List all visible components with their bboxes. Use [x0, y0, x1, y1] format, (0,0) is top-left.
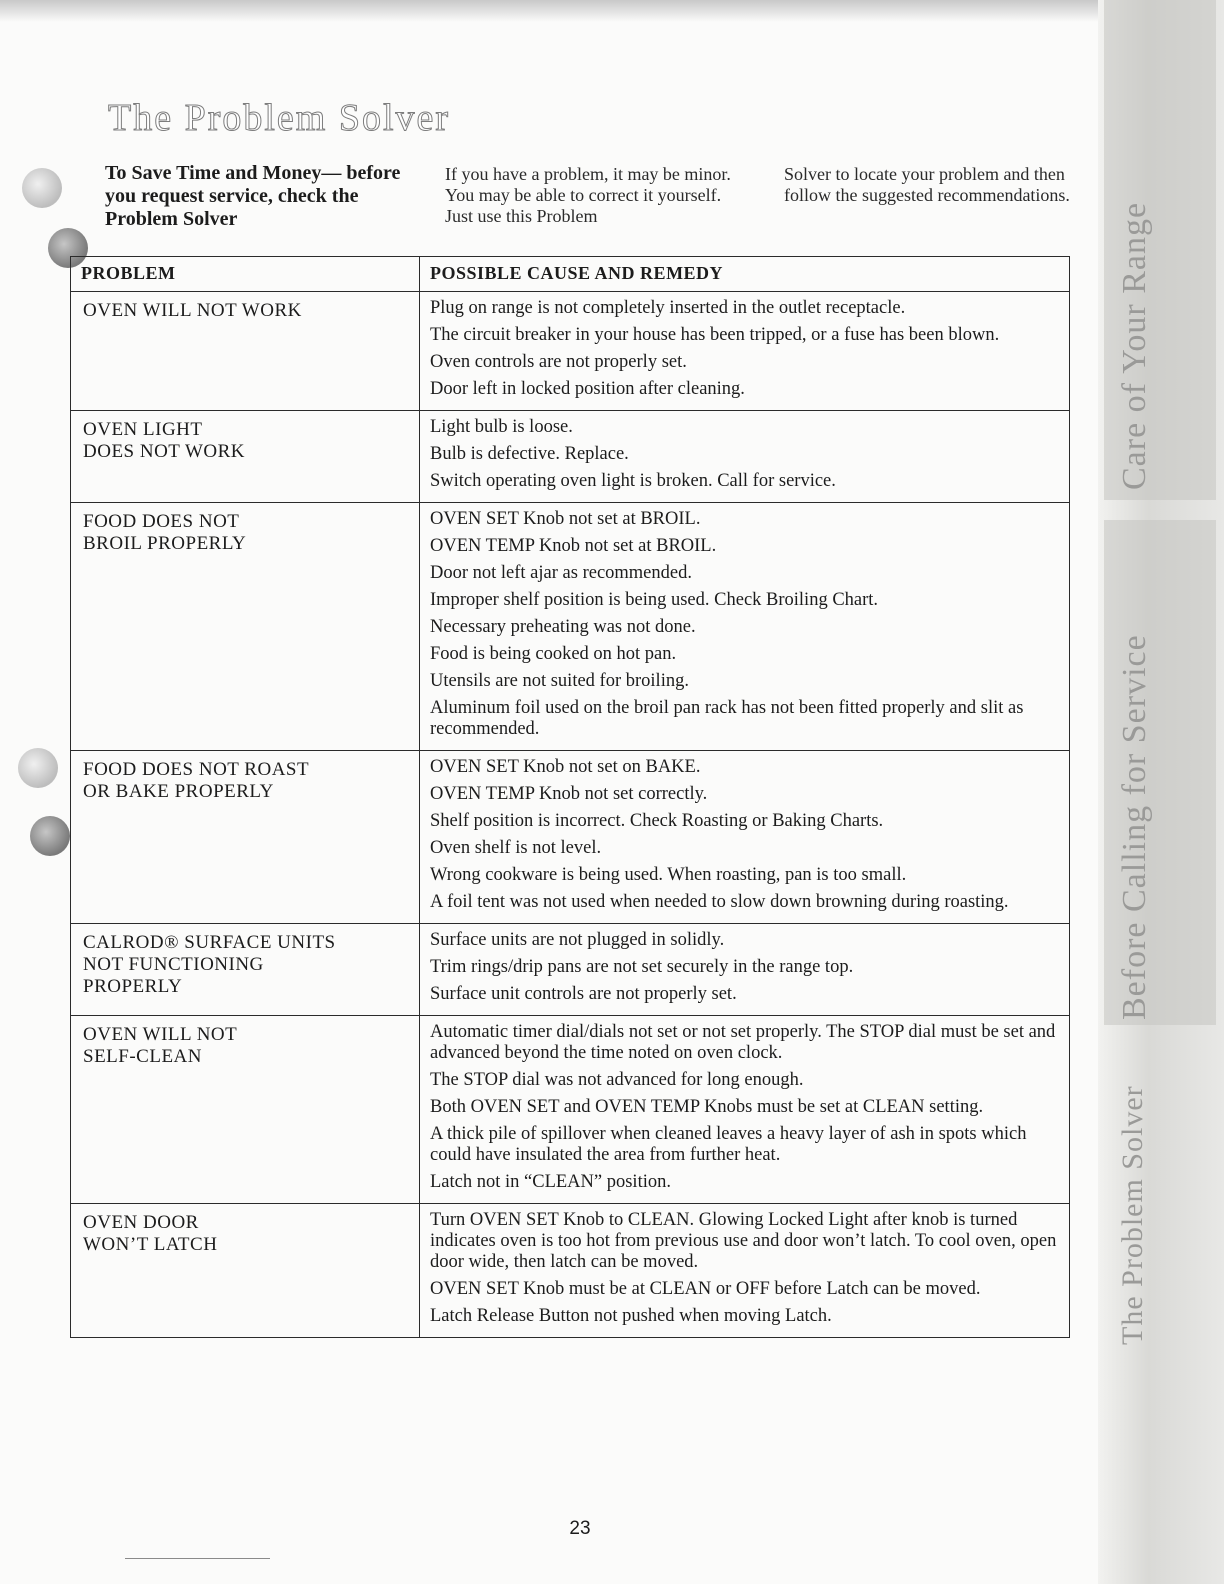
- remedy-line: Oven shelf is not level.: [430, 838, 602, 858]
- problem-text: FOOD DOES NOT ROAST: [83, 759, 310, 780]
- problem-solver-table: [70, 256, 1070, 1338]
- problem-cell: [71, 924, 420, 1016]
- remedy-line: Utensils are not suited for broiling.: [430, 671, 689, 691]
- problem-text: BROIL PROPERLY: [83, 533, 247, 554]
- remedy-cell: [420, 411, 1070, 503]
- remedy-line: Wrong cookware is being used. When roasting, pan is too small.: [430, 865, 907, 885]
- problem-cell: [71, 751, 420, 924]
- intro-lead: To Save Time and Money— before you request service, check the Problem Solver: [105, 162, 401, 230]
- sidebar-tab-service[interactable]: Before Calling for Service: [1116, 634, 1153, 1020]
- problem-text: PROPERLY: [83, 976, 183, 997]
- remedy-cell: [420, 292, 1070, 411]
- problem-text: NOT FUNCTIONING: [83, 954, 264, 975]
- remedy-line: The STOP dial was not advanced for long enough.: [430, 1070, 804, 1090]
- remedy-line: OVEN SET Knob not set at BROIL.: [430, 509, 701, 529]
- remedy-line: Both OVEN SET and OVEN TEMP Knobs must be set at CLEAN setting.: [430, 1097, 984, 1117]
- table-header-row: [71, 257, 1070, 292]
- page-number: 23: [569, 1518, 591, 1539]
- remedy-line: The circuit breaker in your house has been tripped, or a fuse has been blown.: [430, 325, 1000, 345]
- remedy-line: Aluminum foil used on the broil pan rack has not been fitted properly and slit as recommended.: [430, 698, 1024, 739]
- remedy-line: A thick pile of spillover when cleaned leaves a heavy layer of ash in spots which could have insulated the area from further heat.: [430, 1124, 1027, 1165]
- table-row: [71, 751, 1070, 924]
- problem-text: OVEN DOOR: [83, 1212, 199, 1233]
- table-row: [71, 292, 1070, 411]
- remedy-line: OVEN TEMP Knob not set at BROIL.: [430, 536, 717, 556]
- remedy-line: Necessary preheating was not done.: [430, 617, 696, 637]
- remedy-line: OVEN SET Knob must be at CLEAN or OFF before Latch can be moved.: [430, 1279, 981, 1299]
- remedy-cell: [420, 924, 1070, 1016]
- problem-cell: [71, 292, 420, 411]
- remedy-line: OVEN TEMP Knob not set correctly.: [430, 784, 708, 804]
- remedy-line: Improper shelf position is being used. Check Broiling Chart.: [430, 590, 879, 610]
- problem-text: WON’T LATCH: [83, 1234, 218, 1255]
- remedy-line: Turn OVEN SET Knob to CLEAN. Glowing Locked Light after knob is turned indicates oven is too hot from previous use and door won’t latch. To cool oven, open door wide, then latch can be moved.: [430, 1210, 1057, 1272]
- problem-text: OVEN WILL NOT: [83, 1024, 238, 1045]
- remedy-line: Surface unit controls are not properly set.: [430, 984, 737, 1004]
- problem-cell: [71, 411, 420, 503]
- scan-top-edge: [0, 0, 1224, 22]
- intro-col-2: If you have a problem, it may be minor. You may be able to correct it yourself. Just use this Problem: [445, 164, 731, 226]
- remedy-line: Trim rings/drip pans are not set securely in the range top.: [430, 957, 854, 977]
- remedy-line: Shelf position is incorrect. Check Roasting or Baking Charts.: [430, 811, 884, 831]
- remedy-line: Bulb is defective. Replace.: [430, 444, 629, 464]
- remedy-line: Oven controls are not properly set.: [430, 352, 687, 372]
- problem-text: OVEN LIGHT: [83, 419, 203, 440]
- footer-rule: [125, 1558, 270, 1559]
- remedy-cell: [420, 751, 1070, 924]
- problem-text: OR BAKE PROPERLY: [83, 781, 274, 802]
- remedy-line: Latch not in “CLEAN” position.: [430, 1172, 671, 1192]
- remedy-line: Switch operating oven light is broken. Call for service.: [430, 471, 836, 491]
- problem-text: DOES NOT WORK: [83, 441, 246, 462]
- problem-cell: [71, 1204, 420, 1338]
- sidebar-tab-care[interactable]: Care of Your Range: [1116, 201, 1153, 490]
- table-row: [71, 503, 1070, 751]
- problem-text: FOOD DOES NOT: [83, 511, 240, 532]
- problem-cell: [71, 503, 420, 751]
- binder-hole-middle: [18, 748, 58, 788]
- remedy-line: Door left in locked position after cleaning.: [430, 379, 745, 399]
- remedy-line: Food is being cooked on hot pan.: [430, 644, 677, 664]
- header-remedy: POSSIBLE CAUSE AND REMEDY: [420, 257, 1070, 292]
- remedy-line: Light bulb is loose.: [430, 417, 573, 437]
- header-problem: PROBLEM: [71, 257, 420, 292]
- problem-text: SELF-CLEAN: [83, 1046, 202, 1067]
- table-row: [71, 1204, 1070, 1338]
- sidebar-tab-problem-solver[interactable]: The Problem Solver: [1116, 1085, 1149, 1345]
- remedy-cell: [420, 1016, 1070, 1204]
- remedy-line: Plug on range is not completely inserted in the outlet receptacle.: [430, 298, 906, 318]
- remedy-cell: [420, 1204, 1070, 1338]
- remedy-line: Latch Release Button not pushed when moving Latch.: [430, 1306, 832, 1326]
- remedy-line: A foil tent was not used when needed to slow down browning during roasting.: [430, 892, 1009, 912]
- problem-text: OVEN WILL NOT WORK: [83, 300, 302, 321]
- remedy-cell: [420, 503, 1070, 751]
- section-tabs-sidebar: [1098, 0, 1224, 1584]
- remedy-line: Automatic timer dial/dials not set or not set properly. The STOP dial must be set and advanced beyond the time noted on oven clock.: [430, 1022, 1056, 1063]
- remedy-line: Surface units are not plugged in solidly.: [430, 930, 725, 950]
- binder-hole-lower: [30, 816, 70, 856]
- table-row: [71, 411, 1070, 503]
- table-row: [71, 924, 1070, 1016]
- remedy-line: Door not left ajar as recommended.: [430, 563, 692, 583]
- intro-col-3: Solver to locate your problem and then follow the suggested recommendations.: [784, 164, 1070, 205]
- binder-hole-top: [22, 168, 62, 208]
- problem-cell: [71, 1016, 420, 1204]
- table-row: [71, 1016, 1070, 1204]
- page-title: The Problem Solver: [108, 97, 451, 139]
- remedy-line: OVEN SET Knob not set on BAKE.: [430, 757, 701, 777]
- problem-text: CALROD® SURFACE UNITS: [83, 932, 336, 953]
